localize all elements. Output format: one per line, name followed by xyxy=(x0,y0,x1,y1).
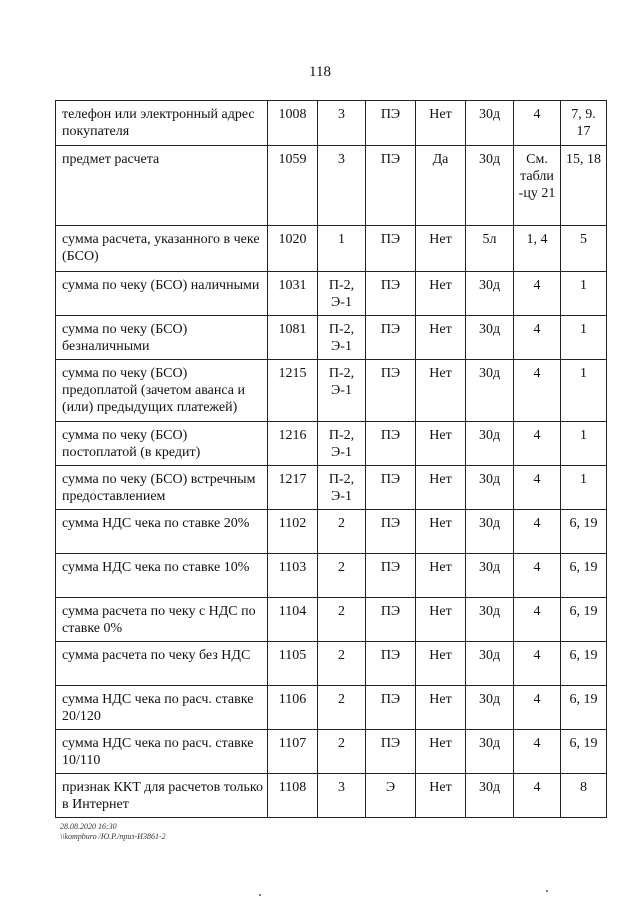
table-row xyxy=(56,146,607,226)
cell-notes-ref: 4 xyxy=(514,686,561,730)
cell-footnotes: 1 xyxy=(561,272,607,316)
cell-tag: 1105 xyxy=(268,642,318,686)
cell-notes-ref: 4 xyxy=(514,510,561,554)
print-stamp xyxy=(60,822,166,842)
cell-length: 30д xyxy=(466,316,514,360)
cell-form: ПЭ xyxy=(366,510,416,554)
cell-tag: 1059 xyxy=(268,146,318,226)
cell-footnotes: 15, 18 xyxy=(561,146,607,226)
cell-length: 30д xyxy=(466,272,514,316)
cell-name: сумма НДС чека по ставке 10% xyxy=(56,554,268,598)
cell-required: Нет xyxy=(416,422,466,466)
cell-form: ПЭ xyxy=(366,272,416,316)
cell-name: сумма НДС чека по ставке 20% xyxy=(56,510,268,554)
table-row xyxy=(56,730,607,774)
cell-footnotes: 6, 19 xyxy=(561,642,607,686)
cell-tag: 1216 xyxy=(268,422,318,466)
cell-format: 2 xyxy=(318,730,366,774)
cell-format: 2 xyxy=(318,510,366,554)
cell-footnotes: 1 xyxy=(561,360,607,422)
cell-name: сумма по чеку (БСО) безналичными xyxy=(56,316,268,360)
cell-length: 30д xyxy=(466,598,514,642)
cell-length: 30д xyxy=(466,101,514,146)
cell-length: 30д xyxy=(466,730,514,774)
cell-required: Нет xyxy=(416,642,466,686)
cell-tag: 1108 xyxy=(268,774,318,818)
cell-footnotes: 5 xyxy=(561,226,607,272)
cell-format: 3 xyxy=(318,774,366,818)
cell-length: 30д xyxy=(466,554,514,598)
table-row xyxy=(56,598,607,642)
cell-required: Нет xyxy=(416,360,466,422)
cell-footnotes: 8 xyxy=(561,774,607,818)
cell-name: сумма НДС чека по расч. ставке 10/110 xyxy=(56,730,268,774)
cell-name: сумма по чеку (БСО) наличными xyxy=(56,272,268,316)
cell-required: Нет xyxy=(416,774,466,818)
table-row xyxy=(56,510,607,554)
cell-name: сумма расчета по чеку без НДС xyxy=(56,642,268,686)
cell-notes-ref: 4 xyxy=(514,598,561,642)
cell-name: сумма по чеку (БСО) предоплатой (зачетом аванса и (или) предыдущих платежей) xyxy=(56,360,268,422)
cell-notes-ref: 4 xyxy=(514,466,561,510)
cell-tag: 1102 xyxy=(268,510,318,554)
cell-name: сумма расчета, указанного в чеке (БСО) xyxy=(56,226,268,272)
table-row xyxy=(56,774,607,818)
cell-format: 2 xyxy=(318,642,366,686)
cell-required: Нет xyxy=(416,272,466,316)
table-row xyxy=(56,360,607,422)
cell-length: 30д xyxy=(466,422,514,466)
cell-notes-ref: См. табли -цу 21 xyxy=(514,146,561,226)
cell-form: ПЭ xyxy=(366,101,416,146)
cell-required: Нет xyxy=(416,686,466,730)
cell-footnotes: 1 xyxy=(561,422,607,466)
cell-length: 30д xyxy=(466,686,514,730)
cell-required: Да xyxy=(416,146,466,226)
requisites-table xyxy=(55,100,607,818)
cell-required: Нет xyxy=(416,101,466,146)
cell-form: Э xyxy=(366,774,416,818)
cell-notes-ref: 4 xyxy=(514,642,561,686)
cell-name: предмет расчета xyxy=(56,146,268,226)
cell-name: сумма НДС чека по расч. ставке 20/120 xyxy=(56,686,268,730)
cell-format: 2 xyxy=(318,686,366,730)
cell-tag: 1104 xyxy=(268,598,318,642)
cell-length: 30д xyxy=(466,146,514,226)
cell-notes-ref: 4 xyxy=(514,272,561,316)
table-row xyxy=(56,272,607,316)
cell-format: 1 xyxy=(318,226,366,272)
cell-form: ПЭ xyxy=(366,686,416,730)
table-row xyxy=(56,101,607,146)
cell-footnotes: 1 xyxy=(561,316,607,360)
cell-format: П-2, Э-1 xyxy=(318,360,366,422)
cell-notes-ref: 4 xyxy=(514,316,561,360)
cell-form: ПЭ xyxy=(366,146,416,226)
cell-tag: 1106 xyxy=(268,686,318,730)
cell-tag: 1008 xyxy=(268,101,318,146)
cell-footnotes: 6, 19 xyxy=(561,598,607,642)
cell-format: 3 xyxy=(318,146,366,226)
cell-tag: 1081 xyxy=(268,316,318,360)
cell-tag: 1107 xyxy=(268,730,318,774)
cell-format: П-2, Э-1 xyxy=(318,272,366,316)
cell-tag: 1103 xyxy=(268,554,318,598)
stamp-path: \\kompburo /Ю.Р./приз-И3861-2 xyxy=(60,832,166,841)
cell-tag: 1020 xyxy=(268,226,318,272)
cell-form: ПЭ xyxy=(366,554,416,598)
cell-tag: 1031 xyxy=(268,272,318,316)
cell-required: Нет xyxy=(416,510,466,554)
cell-length: 30д xyxy=(466,774,514,818)
table-row xyxy=(56,466,607,510)
table-row xyxy=(56,316,607,360)
cell-form: ПЭ xyxy=(366,642,416,686)
cell-form: ПЭ xyxy=(366,360,416,422)
cell-required: Нет xyxy=(416,730,466,774)
cell-length: 5л xyxy=(466,226,514,272)
cell-required: Нет xyxy=(416,466,466,510)
cell-format: П-2, Э-1 xyxy=(318,422,366,466)
cell-name: признак ККТ для расчетов только в Интернет xyxy=(56,774,268,818)
cell-notes-ref: 4 xyxy=(514,101,561,146)
table-row xyxy=(56,554,607,598)
cell-footnotes: 7, 9. 17 xyxy=(561,101,607,146)
cell-format: П-2, Э-1 xyxy=(318,466,366,510)
cell-form: ПЭ xyxy=(366,730,416,774)
cell-format: П-2, Э-1 xyxy=(318,316,366,360)
cell-length: 30д xyxy=(466,510,514,554)
cell-footnotes: 6, 19 xyxy=(561,686,607,730)
scan-speck xyxy=(259,894,261,896)
cell-form: ПЭ xyxy=(366,598,416,642)
cell-notes-ref: 4 xyxy=(514,730,561,774)
table-body xyxy=(56,101,607,818)
cell-footnotes: 1 xyxy=(561,466,607,510)
cell-tag: 1217 xyxy=(268,466,318,510)
cell-required: Нет xyxy=(416,598,466,642)
cell-form: ПЭ xyxy=(366,226,416,272)
page-number: 118 xyxy=(309,64,331,80)
cell-form: ПЭ xyxy=(366,422,416,466)
cell-format: 2 xyxy=(318,598,366,642)
cell-length: 30д xyxy=(466,360,514,422)
table-row xyxy=(56,642,607,686)
table-row xyxy=(56,226,607,272)
cell-notes-ref: 4 xyxy=(514,422,561,466)
cell-footnotes: 6, 19 xyxy=(561,554,607,598)
cell-footnotes: 6, 19 xyxy=(561,510,607,554)
cell-notes-ref: 4 xyxy=(514,774,561,818)
cell-notes-ref: 4 xyxy=(514,554,561,598)
table-row xyxy=(56,422,607,466)
cell-format: 2 xyxy=(318,554,366,598)
cell-length: 30д xyxy=(466,642,514,686)
cell-form: ПЭ xyxy=(366,466,416,510)
cell-required: Нет xyxy=(416,316,466,360)
table-row xyxy=(56,686,607,730)
cell-name: телефон или электронный адрес покупателя xyxy=(56,101,268,146)
cell-name: сумма расчета по чеку с НДС по ставке 0% xyxy=(56,598,268,642)
cell-footnotes: 6, 19 xyxy=(561,730,607,774)
cell-notes-ref: 4 xyxy=(514,360,561,422)
cell-required: Нет xyxy=(416,554,466,598)
cell-name: сумма по чеку (БСО) постоплатой (в кредит) xyxy=(56,422,268,466)
cell-format: 3 xyxy=(318,101,366,146)
cell-length: 30д xyxy=(466,466,514,510)
cell-name: сумма по чеку (БСО) встречным предоставлением xyxy=(56,466,268,510)
cell-form: ПЭ xyxy=(366,316,416,360)
cell-notes-ref: 1, 4 xyxy=(514,226,561,272)
stamp-date: 28.08.2020 16:30 xyxy=(60,822,117,831)
cell-tag: 1215 xyxy=(268,360,318,422)
scan-speck xyxy=(546,890,548,892)
cell-required: Нет xyxy=(416,226,466,272)
